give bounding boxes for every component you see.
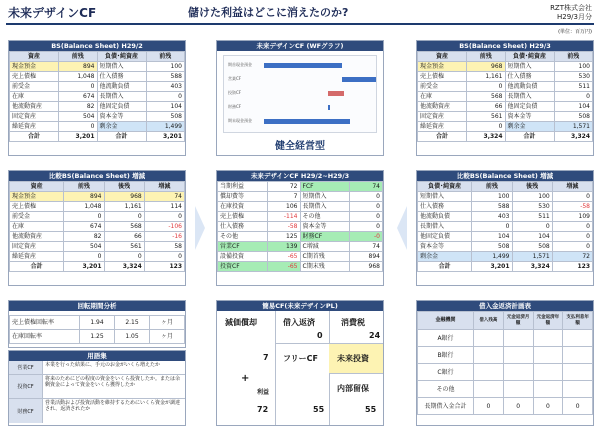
cell: 他固定負債 xyxy=(97,102,146,112)
cell: 100 xyxy=(554,62,593,72)
cell: 売上債権 xyxy=(10,72,59,82)
cell: 現金預金 xyxy=(10,192,64,202)
total-label: 合計 xyxy=(418,132,467,142)
wf-panel xyxy=(216,40,384,156)
cell: 1,161 xyxy=(104,202,144,212)
bs-curr-panel xyxy=(416,40,594,156)
cell xyxy=(563,381,593,398)
cell: 売上債権 xyxy=(10,202,64,212)
total-label: 合計 xyxy=(10,132,59,142)
tax-label: 消費税 xyxy=(341,318,365,327)
wf-title: 未来デザインCF (WFグラフ) xyxy=(217,41,383,51)
cell: ヶ月 xyxy=(150,330,185,344)
cell xyxy=(503,381,533,398)
cell: 0 xyxy=(146,92,185,102)
cell: 0 xyxy=(59,122,98,132)
cell: 短期借入 xyxy=(418,192,472,202)
glossary-term: 営業CF xyxy=(9,361,43,374)
cell: 剰余金 xyxy=(97,122,146,132)
cell: -114 xyxy=(267,212,300,222)
cell: 894 xyxy=(64,192,104,202)
col-header: 負債･純資産 xyxy=(418,182,472,192)
cell: 403 xyxy=(472,212,512,222)
cell: 0 xyxy=(512,222,552,232)
cell: 在庫投資 xyxy=(218,202,268,212)
cell: 資本金等 xyxy=(505,112,554,122)
cell: 0 xyxy=(350,212,383,222)
cell xyxy=(533,330,563,347)
pl-body xyxy=(217,311,383,425)
loan-panel xyxy=(416,300,594,426)
cell: 72 xyxy=(552,252,592,262)
col-header: 元金返済年額 xyxy=(533,312,563,330)
cell: C期末残 xyxy=(300,262,350,272)
col-header: 借入残高 xyxy=(474,312,504,330)
col-header: 支払利息年額 xyxy=(563,312,593,330)
cell: ヶ月 xyxy=(150,316,185,330)
cell: -58 xyxy=(552,202,592,212)
cell: 72 xyxy=(267,182,300,192)
cell: 他流動負債 xyxy=(418,212,472,222)
total-value: 3,324 xyxy=(467,132,506,142)
unit-label: (単位：百万円) xyxy=(558,29,592,35)
cell: 1,048 xyxy=(64,202,104,212)
col-header: 前残 xyxy=(554,52,593,62)
cell: 82 xyxy=(59,102,98,112)
bs-prev-title: BS(Balance Sheet) H29/2 xyxy=(9,41,185,51)
cmp-assets-panel xyxy=(8,170,186,286)
cell: 仕入債務 xyxy=(505,72,554,82)
cell: C銀行 xyxy=(418,364,474,381)
cell: 123 xyxy=(552,262,592,272)
cell: 125 xyxy=(267,232,300,242)
cell: 短期借入 xyxy=(505,62,554,72)
arrow-left-icon xyxy=(397,206,407,250)
cf-title: 未来デザインCF H29/2~H29/3 xyxy=(217,171,383,181)
cell: 894 xyxy=(59,62,98,72)
cell: 仕入債務 xyxy=(97,72,146,82)
cell: 前受金 xyxy=(10,82,59,92)
cell: 568 xyxy=(467,92,506,102)
cell: 0 xyxy=(350,222,383,232)
cell: 在庫回転率 xyxy=(10,330,80,344)
glossary-desc: 本業を行った結果に、手元のお金がいくら増えたか xyxy=(45,362,161,368)
future-label: 未来投資 xyxy=(337,354,369,363)
cell: その他 xyxy=(418,381,474,398)
total-value: 3,324 xyxy=(554,132,593,142)
fcf-value: 55 xyxy=(313,405,325,414)
depr-label: 減価償却 xyxy=(225,318,257,327)
cell: 長期借入金合計 xyxy=(418,398,474,415)
bs-prev-table xyxy=(9,51,185,142)
cell: 1.94 xyxy=(80,316,115,330)
cell: 長期借入 xyxy=(418,222,472,232)
cell: C増減 xyxy=(300,242,350,252)
fcf-label: フリーCF xyxy=(283,354,319,363)
cell: -58 xyxy=(267,222,300,232)
col-header: 前残 xyxy=(64,182,104,192)
cell: 561 xyxy=(467,112,506,122)
wf-label: 財務CF xyxy=(228,104,242,109)
cell: 1,499 xyxy=(472,252,512,262)
cell: 現金預金 xyxy=(418,62,467,72)
cell: 530 xyxy=(554,72,593,82)
cell: 前受金 xyxy=(10,212,64,222)
cell: 財務CF xyxy=(300,232,350,242)
cell: 1,499 xyxy=(146,122,185,132)
glossary-title: 用語集 xyxy=(9,351,185,361)
cell: 0 xyxy=(467,82,506,92)
cell: 固定資産 xyxy=(10,242,64,252)
cell: 403 xyxy=(146,82,185,92)
glossary-item xyxy=(9,375,185,399)
cell: 短期借入 xyxy=(300,192,350,202)
cell: 売上債権 xyxy=(418,72,467,82)
total-label: 合計 xyxy=(505,132,554,142)
cell: 1,161 xyxy=(467,72,506,82)
cell: その他 xyxy=(218,232,268,242)
cell: 3,201 xyxy=(472,262,512,272)
cell: -0 xyxy=(350,232,383,242)
cell: 在庫 xyxy=(10,92,59,102)
cell: FCF xyxy=(300,182,350,192)
cell xyxy=(533,381,563,398)
header-divider xyxy=(6,23,594,25)
cell xyxy=(563,330,593,347)
bs-prev-panel xyxy=(8,40,186,156)
cell xyxy=(474,330,504,347)
col-header: 資産 xyxy=(10,52,59,62)
cell: 在庫 xyxy=(10,222,64,232)
col-header: 前残 xyxy=(59,52,98,62)
cell: 588 xyxy=(472,202,512,212)
profit-value: 72 xyxy=(257,405,269,414)
total-label: 合計 xyxy=(97,132,146,142)
cell: 3,201 xyxy=(64,262,104,272)
ratio-title: 回転期間分析 xyxy=(9,301,185,311)
cell: 74 xyxy=(350,242,383,252)
cell: 0 xyxy=(552,222,592,232)
cell: 3,324 xyxy=(104,262,144,272)
col-header: 元金返済月額 xyxy=(503,312,533,330)
cell: 資本金等 xyxy=(418,242,472,252)
cell: 530 xyxy=(512,202,552,212)
cell: 0 xyxy=(552,242,592,252)
cell: 売上債権 xyxy=(218,212,268,222)
cell xyxy=(533,347,563,364)
cell: 104 xyxy=(472,232,512,242)
cell: 508 xyxy=(146,112,185,122)
cell xyxy=(533,364,563,381)
cell: 0 xyxy=(503,398,533,415)
loan-title: 借入金返済計画表 xyxy=(417,301,593,311)
cf-table xyxy=(217,181,383,272)
cell: 長期借入 xyxy=(505,92,554,102)
wf-label: 投資CF xyxy=(228,90,242,95)
cell xyxy=(503,347,533,364)
cell: 0 xyxy=(533,398,563,415)
cell: その他 xyxy=(300,212,350,222)
cell: 100 xyxy=(146,62,185,72)
cell: 短期借入 xyxy=(97,62,146,72)
cell: 他流動資産 xyxy=(418,102,467,112)
cell: 1.25 xyxy=(80,330,115,344)
glossary-panel xyxy=(8,350,186,426)
glossary-item xyxy=(9,361,185,375)
cell: 現金預金 xyxy=(10,62,59,72)
loan-value: 0 xyxy=(317,331,323,340)
cell: 固定資産 xyxy=(418,112,467,122)
profit-label: 利益 xyxy=(257,389,270,396)
plus-sign: + xyxy=(241,373,250,384)
cell: 仕入債務 xyxy=(218,222,268,232)
col-header: 金融機関 xyxy=(418,312,474,330)
cell: 他固定負債 xyxy=(418,232,472,242)
cell: 0 xyxy=(554,92,593,102)
cell: 合計 xyxy=(10,262,64,272)
col-header: 前残 xyxy=(467,52,506,62)
glossary-item xyxy=(9,399,185,423)
col-header: 負債･純資産 xyxy=(505,52,554,62)
cmp-liab-table xyxy=(417,181,593,272)
cell: 0 xyxy=(552,232,592,242)
reserve-label: 内部留保 xyxy=(337,384,369,393)
wf-chart xyxy=(223,55,377,133)
wf-label: 期首現金預金 xyxy=(228,62,252,67)
cell: 仕入債務 xyxy=(418,202,472,212)
col-header: 資産 xyxy=(418,52,467,62)
cell: 100 xyxy=(512,192,552,202)
divider xyxy=(275,311,276,425)
cell: -65 xyxy=(267,252,300,262)
glossary-desc: 営業活動および投資活動を維持するためにいくら資金が調達され、返済されたか xyxy=(45,400,181,412)
cell: 繰延資産 xyxy=(10,252,64,262)
cell: 674 xyxy=(59,92,98,102)
col-header: 負債･純資産 xyxy=(97,52,146,62)
glossary-desc: 将来のためにどの程度の資金をいくら投資したか。または余剰資金によって資金をいくら獲得したか xyxy=(45,376,181,388)
col-header: 前残 xyxy=(472,182,512,192)
cell: 3,324 xyxy=(512,262,552,272)
ratio-table xyxy=(9,315,185,344)
cell: 2.15 xyxy=(115,316,150,330)
cell: 他流動負債 xyxy=(505,82,554,92)
cell xyxy=(474,347,504,364)
loan-label: 借入返済 xyxy=(283,318,315,327)
cell: 139 xyxy=(267,242,300,252)
cell: 資本金等 xyxy=(97,112,146,122)
cell: 繰延資産 xyxy=(418,122,467,132)
wf-label: 営業CF xyxy=(228,76,242,81)
cell: 他流動負債 xyxy=(97,82,146,92)
cell: C期首残 xyxy=(300,252,350,262)
cell: 0 xyxy=(552,192,592,202)
cmp-liab-title: 比較BS(Balance Sheet) 増減 xyxy=(417,171,593,181)
reserve-value: 55 xyxy=(365,405,377,414)
cell xyxy=(474,364,504,381)
col-header: 後残 xyxy=(104,182,144,192)
cell: 償却費等 xyxy=(218,192,268,202)
glossary-term: 投資CF xyxy=(9,375,43,398)
cell: 968 xyxy=(467,62,506,72)
cell: 0 xyxy=(467,122,506,132)
cell: 合計 xyxy=(418,262,472,272)
cell: 1.05 xyxy=(115,330,150,344)
cell: 508 xyxy=(554,112,593,122)
cmp-assets-title: 比較BS(Balance Sheet) 増減 xyxy=(9,171,185,181)
cell: 0 xyxy=(474,398,504,415)
cell: 508 xyxy=(472,242,512,252)
page-subtitle: 儲けた利益はどこに消えたのか? xyxy=(188,6,349,19)
cell: 588 xyxy=(146,72,185,82)
cf-panel xyxy=(216,170,384,286)
cell: 104 xyxy=(512,232,552,242)
total-value: 3,201 xyxy=(146,132,185,142)
cell: 前受金 xyxy=(418,82,467,92)
col-header: 増減 xyxy=(144,182,184,192)
cell: 504 xyxy=(59,112,98,122)
cell xyxy=(474,381,504,398)
cell: 894 xyxy=(350,252,383,262)
cell: 0 xyxy=(350,202,383,212)
cell: 長期借入 xyxy=(97,92,146,102)
cell: 0 xyxy=(59,82,98,92)
col-header: 前残 xyxy=(146,52,185,62)
cell: 他流動資産 xyxy=(10,102,59,112)
company-name: RZT株式会社 xyxy=(550,4,592,12)
wf-bar-op xyxy=(342,77,376,82)
tax-value: 24 xyxy=(369,331,381,340)
wf-label: 期末現金預金 xyxy=(228,118,252,123)
pl-panel xyxy=(216,300,384,426)
cell: 104 xyxy=(146,102,185,112)
cell: 106 xyxy=(267,202,300,212)
wf-bar-end xyxy=(264,119,350,124)
cell: 568 xyxy=(104,222,144,232)
cell: 剰余金 xyxy=(505,122,554,132)
cell: B銀行 xyxy=(418,347,474,364)
cell: 0 xyxy=(563,398,593,415)
cell: 508 xyxy=(512,242,552,252)
cell: 0 xyxy=(144,212,184,222)
cell: 968 xyxy=(104,192,144,202)
wf-bar-inv xyxy=(328,91,344,96)
cell: 0 xyxy=(350,192,383,202)
cell: 0 xyxy=(104,212,144,222)
cell: 66 xyxy=(467,102,506,112)
cell: 82 xyxy=(64,232,104,242)
cell: 7 xyxy=(267,192,300,202)
loan-table xyxy=(417,311,593,415)
cell xyxy=(503,364,533,381)
divider xyxy=(329,373,383,374)
cell: 511 xyxy=(512,212,552,222)
cell: 1,048 xyxy=(59,72,98,82)
depr-value: 7 xyxy=(263,353,269,362)
cell: A銀行 xyxy=(418,330,474,347)
cell: 0 xyxy=(104,252,144,262)
col-header: 資産 xyxy=(10,182,64,192)
cell: 968 xyxy=(350,262,383,272)
cell: 1,571 xyxy=(554,122,593,132)
cell: 売上債権回転率 xyxy=(10,316,80,330)
cell: 561 xyxy=(104,242,144,252)
cell: 在庫 xyxy=(418,92,467,102)
cell: 他流動資産 xyxy=(10,232,64,242)
total-value: 3,201 xyxy=(59,132,98,142)
cell: 511 xyxy=(554,82,593,92)
cell: 114 xyxy=(144,202,184,212)
cell: -106 xyxy=(144,222,184,232)
cell: 当期利益 xyxy=(218,182,268,192)
page-title: 未来デザインCF xyxy=(8,6,97,20)
bs-curr-table xyxy=(417,51,593,142)
cell: 1,571 xyxy=(512,252,552,262)
cmp-liab-panel xyxy=(416,170,594,286)
cell: -16 xyxy=(144,232,184,242)
wf-bar-start xyxy=(264,63,342,68)
col-header: 増減 xyxy=(552,182,592,192)
cell: 営業CF xyxy=(218,242,268,252)
cell: 他固定負債 xyxy=(505,102,554,112)
period-label: H29/3月分 xyxy=(557,13,592,21)
cell: 74 xyxy=(350,182,383,192)
cmp-assets-table xyxy=(9,181,185,272)
cell: 674 xyxy=(64,222,104,232)
wf-bar-fin xyxy=(328,105,330,110)
cell: 設備投資 xyxy=(218,252,268,262)
wf-caption: 健全経営型 xyxy=(275,141,325,152)
cell: 66 xyxy=(104,232,144,242)
cell: 74 xyxy=(144,192,184,202)
cell: 繰延資産 xyxy=(10,122,59,132)
cell: 100 xyxy=(472,192,512,202)
cell: 0 xyxy=(472,222,512,232)
cell: 0 xyxy=(144,252,184,262)
cell: 123 xyxy=(144,262,184,272)
cell: -65 xyxy=(267,262,300,272)
cell xyxy=(563,347,593,364)
cell: 剰余金 xyxy=(418,252,472,262)
glossary-term: 財務CF xyxy=(9,399,43,423)
cell xyxy=(563,364,593,381)
cell: 資本金等 xyxy=(300,222,350,232)
cell: 0 xyxy=(64,252,104,262)
cell xyxy=(503,330,533,347)
cell: 0 xyxy=(64,212,104,222)
col-header: 後残 xyxy=(512,182,552,192)
arrow-right-icon xyxy=(195,206,205,250)
cell: 固定資産 xyxy=(10,112,59,122)
pl-title: 簡易CF(未来デザインPL) xyxy=(217,301,383,311)
cell: 104 xyxy=(554,102,593,112)
ratio-panel xyxy=(8,300,186,348)
cell: 58 xyxy=(144,242,184,252)
cell: 109 xyxy=(552,212,592,222)
cell: 504 xyxy=(64,242,104,252)
cell: 投資CF xyxy=(218,262,268,272)
bs-curr-title: BS(Balance Sheet) H29/3 xyxy=(417,41,593,51)
cell: 長期借入 xyxy=(300,202,350,212)
